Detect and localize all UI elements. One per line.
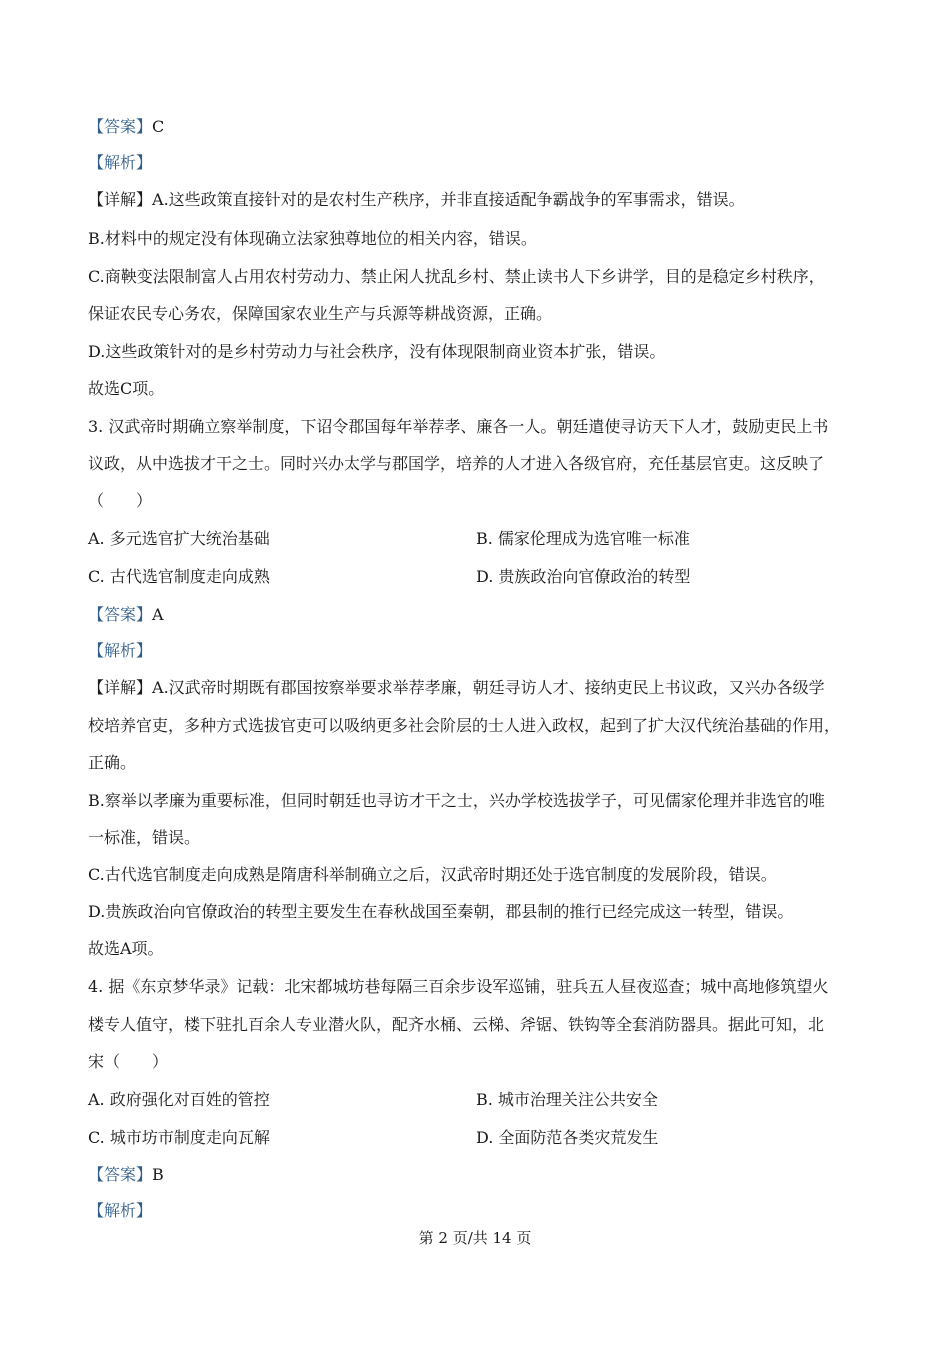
q3-detail-line: D.贵族政治向官僚政治的转型主要发生在春秋战国至秦朝，郡县制的推行已经完成这一转型，错误。 <box>88 902 794 921</box>
q4-answer <box>88 1164 868 1186</box>
q3-option-b: B. 儒家伦理成为选官唯一标准 <box>476 529 690 548</box>
q4-stem-line: 宋（ ） <box>88 1052 169 1071</box>
answer-tag: 【答案】 <box>88 605 153 624</box>
answer-value: C <box>152 117 165 136</box>
q3-answer <box>88 604 868 626</box>
q2-answer <box>88 116 868 138</box>
q4-option-b: B. 城市治理关注公共安全 <box>476 1090 658 1109</box>
q4-option-d: D. 全面防范各类灾荒发生 <box>476 1128 659 1147</box>
detail-tag: 【详解】 <box>88 678 153 697</box>
q4-option-a: A. 政府强化对百姓的管控 <box>88 1090 270 1109</box>
q4-analysis-tag: 【解析】 <box>88 1201 153 1220</box>
q2-detail-line: D.这些政策针对的是乡村劳动力与社会秩序，没有体现限制商业资本扩张，错误。 <box>88 342 666 361</box>
q3-option-a: A. 多元选官扩大统治基础 <box>88 529 270 548</box>
q3-option-d: D. 贵族政治向官僚政治的转型 <box>476 567 691 586</box>
answer-tag: 【答案】 <box>88 117 153 136</box>
q2-detail-line: C.商鞅变法限制富人占用农村劳动力、禁止闲人扰乱乡村、禁止读书人下乡讲学，目的是稳定乡村秩序， <box>88 267 825 286</box>
answer-value: A <box>152 605 164 624</box>
q3-stem-line: 3. 汉武帝时期确立察举制度，下诏令郡国每年举荐孝、廉各一人。朝廷遣使寻访天下人才，鼓励吏民上书 <box>88 417 829 436</box>
q2-detail-line: 【详解】A.这些政策直接针对的是农村生产秩序，并非直接适配争霸战争的军事需求，错误。 <box>88 190 745 209</box>
q3-detail-line: C.古代选官制度走向成熟是隋唐科举制确立之后，汉武帝时期还处于选官制度的发展阶段，错误。 <box>88 865 777 884</box>
q3-stem-line: 议政，从中选拔才干之士。同时兴办太学与郡国学，培养的人才进入各级官府，充任基层官吏。这反映了 <box>88 454 825 473</box>
answer-value: B <box>152 1165 164 1184</box>
q2-detail-line: B.材料中的规定没有体现确立法家独尊地位的相关内容，错误。 <box>88 229 537 248</box>
q4-option-c: C. 城市坊市制度走向瓦解 <box>88 1128 270 1147</box>
q2-conclusion: 故选C项。 <box>88 379 165 398</box>
q3-option-c: C. 古代选官制度走向成熟 <box>88 567 270 586</box>
answer-tag: 【答案】 <box>88 1165 153 1184</box>
q3-detail-line: 【详解】A.汉武帝时期既有郡国按察举要求举荐孝廉，朝廷寻访人才、接纳吏民上书议政，又兴办各级学 <box>88 678 825 697</box>
q3-detail-line: B.察举以孝廉为重要标准，但同时朝廷也寻访才干之士，兴办学校选拔学子，可见儒家伦理并非选官的唯 <box>88 791 825 810</box>
detail-tag: 【详解】 <box>88 190 153 209</box>
page-footer: 第 2 页/共 14 页 <box>418 1229 532 1247</box>
q3-detail-line: 正确。 <box>88 753 137 772</box>
q3-detail-line: 校培养官吏，多种方式选拔官吏可以吸纳更多社会阶层的士人进入政权，起到了扩大汉代统治基础的作用， <box>88 716 841 735</box>
q4-stem-line: 4. 据《东京梦华录》记载：北宋都城坊巷每隔三百余步设军巡铺，驻兵五人昼夜巡查；城中高地修筑望火 <box>88 977 829 996</box>
q3-detail-line: 一标准，错误。 <box>88 828 201 847</box>
q4-stem-line: 楼专人值守，楼下驻扎百余人专业潜火队，配齐水桶、云梯、斧锯、铁钩等全套消防器具。据此可知，北 <box>88 1015 825 1034</box>
q3-stem-line: （ ） <box>88 491 153 510</box>
q3-analysis-tag: 【解析】 <box>88 641 153 660</box>
q2-analysis-tag: 【解析】 <box>88 153 153 172</box>
q2-detail-line: 保证农民专心务农，保障国家农业生产与兵源等耕战资源，正确。 <box>88 304 553 323</box>
q3-conclusion: 故选A项。 <box>88 939 164 958</box>
